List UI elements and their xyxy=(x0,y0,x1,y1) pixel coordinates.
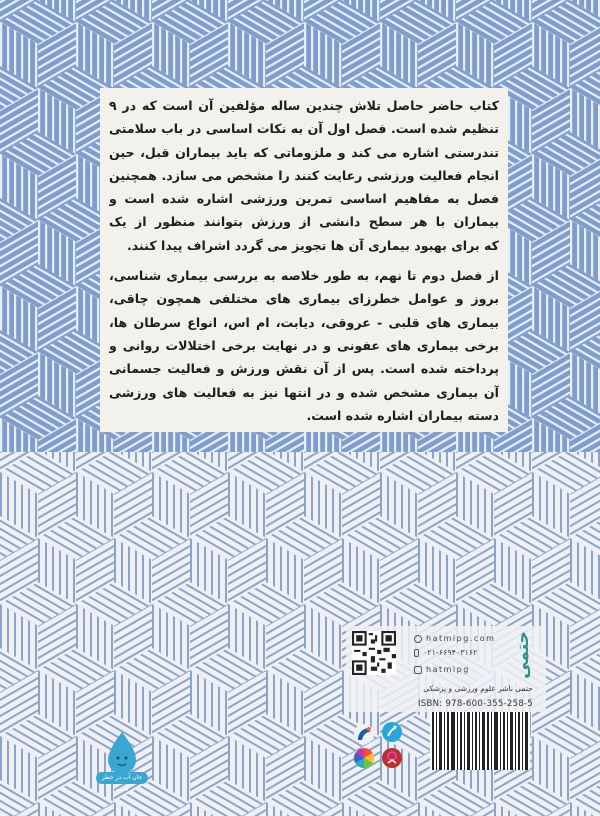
globe-icon xyxy=(414,635,422,643)
description-paragraph-1 xyxy=(109,94,499,257)
text-line: پرداخته شده است. پس از آن نقش ورزش و فعالیت جسمانی xyxy=(109,361,499,377)
water-drop-icon xyxy=(96,728,148,776)
water-campaign-badge xyxy=(96,728,148,792)
instagram-text: hatmipg xyxy=(426,665,470,674)
text-line: بیماری های قلبی - عروقی، دیابت، ام اس، انواع سرطان ها، xyxy=(109,314,499,330)
barcode xyxy=(430,712,530,770)
text-line: کتاب حاضر حاصل تلاش چندین ساله مؤلفین آن است که در ۹ xyxy=(109,98,499,113)
instagram[interactable] xyxy=(414,665,470,674)
text-line: از فصل دوم تا نهم، به طور خلاصه به بررسی بیماری شناسی، xyxy=(109,268,499,284)
text-line: بروز و عوامل خطرزای بیماری های مختلفی همچون چاقی، xyxy=(109,291,499,307)
website-text: hatmipg.com xyxy=(426,634,496,643)
text-line: دسته بیماران اشاره شده است. xyxy=(306,407,499,423)
publisher-logo xyxy=(500,628,545,682)
description-box xyxy=(100,88,508,432)
phone-icon xyxy=(414,649,419,657)
publisher-logo-text: حتمی xyxy=(512,631,533,679)
phone xyxy=(414,648,477,657)
qr-code xyxy=(352,631,396,675)
text-line: که برای بهبود بیماری آن ها تجویز می گردد اشراف پیدا کنند. xyxy=(126,237,499,253)
partner-logo-swimmer-icon xyxy=(382,722,402,742)
website[interactable] xyxy=(414,634,495,643)
description-paragraph-2 xyxy=(109,264,499,427)
instagram-icon xyxy=(414,666,422,674)
partner-logo-athlete-icon xyxy=(382,748,402,768)
text-line: برخی بیماری های عفونی و در نهایت برخی اختلالات روانی و xyxy=(109,337,499,353)
text-line: فصل به مفاهیم اساسی تمرین ورزشی اشاره شده است و xyxy=(109,191,499,207)
partner-logo-sunburst-icon xyxy=(354,748,374,768)
text-line: تنظیم شده است. فصل اول آن به نکات اساسی در باب سلامتی xyxy=(109,121,499,137)
isbn: ISBN: 978-600-355-258-5 xyxy=(418,699,534,709)
text-line: انجام فعالیت ورزشی رعایت کنند را مشخص می سازد. همچنین xyxy=(109,167,499,183)
text-line: بیماران با هر سطح دانشی از ورزش بتوانند منظور از یک xyxy=(109,214,499,230)
publisher-name: حتمی ناشر علوم ورزشی و پزشکی xyxy=(423,684,533,693)
text-line: آن بیماری مشخص شده و در انتها نیز به فعالیت های ورزشی xyxy=(109,384,499,400)
partner-logo-runner-icon xyxy=(354,724,374,744)
text-line: تندرستی اشاره می کند و ملزوماتی که باید بیماران قبل، حین xyxy=(109,144,499,160)
phone-text: ۰۲۱-۶۶۹۴۰۳۱۶۲ xyxy=(423,648,478,657)
badge-label: جان آب در خطر است xyxy=(96,772,148,784)
